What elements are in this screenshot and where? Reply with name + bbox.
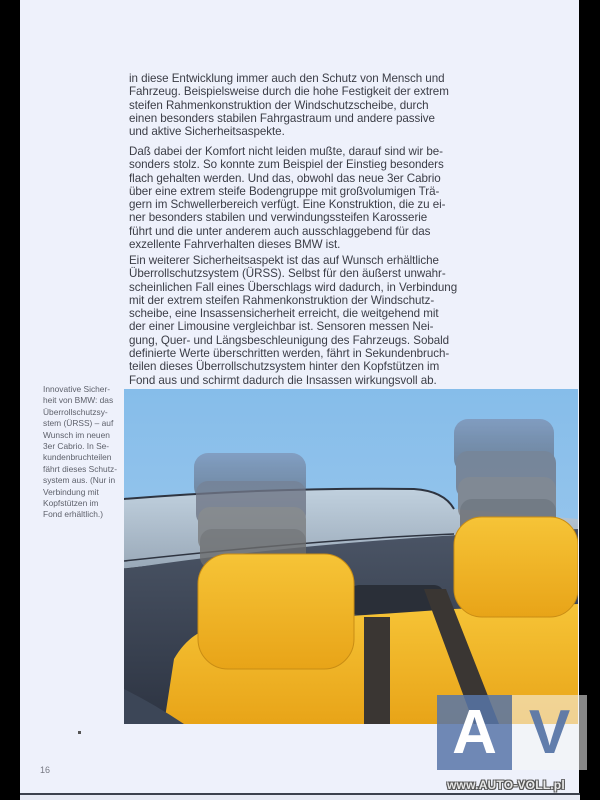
paragraph-comfort: [129, 145, 459, 251]
print-mark: [78, 731, 81, 734]
paragraph-text: Ein weiterer Sicherheitsaspekt ist das auf Wunsch erhältliche Überrollschutzsystem (ÜRSS). Selbst für den äußerst unwahr- scheinlichen Fall eines Überschlags wird dadurch, in Verbindung mit der extrem steifen Rahmenkonstruktion der Windschutz- scheibe, eine Insassensicherheit erreicht, die weitgehend mit der einer Limousine vergleichbar ist. Sensoren messen Nei- gung, Quer- und Längsbeschleunigung des Fahrzeugs. Sobald definierte Werte überschritten werden, fährt in Sekundenbruch- teilen dieses Überrollschutzsystem hinter den Kopfstützen im Fond aus und schirmt dadurch die Insassen wirkungsvoll ab.: [129, 254, 458, 387]
page-number: 16: [40, 765, 51, 775]
photo-illustration: [124, 389, 578, 724]
next-page-strip: [20, 795, 580, 800]
paragraph-rollover-system: [129, 254, 459, 387]
watermark-logo: [437, 695, 587, 770]
photo-caption: Innovative Sicher- heit von BMW: das Überrollschutzsy- stem (ÜRSS) – auf Wunsch im neuen 3er Cabrio. In Se- kundenbruchteilen fährt dieses Schutz- system aus. (Nur in Verbindung mit Kopfstützen im Fond erhältlich.): [43, 384, 118, 520]
paragraph-text: Daß dabei der Komfort nicht leiden mußte, darauf sind wir be- sonders stolz. So konnte zum Beispiel der Einstieg besonders flach gehalten werden. Und das, obwohl das neue 3er Cabrio über eine extrem steife Bodengruppe mit großvolumigen Trä- gern im Schwellerbereich verfügt. Eine Konstruktion, die zu ei- ner besonders stabilen und verwindungssteifen Karosserie führt und die unter anderem auch ausschlaggebend für das exzellente Fahrverhalten dieses BMW ist.: [129, 145, 446, 252]
right-headrest: [454, 517, 578, 617]
paragraph-text: in diese Entwicklung immer auch den Schutz von Mensch und Fahrzeug. Beispielsweise durch die hohe Festigkeit der extrem steifen Rahmenkonstruktion der Windschutzscheibe, durch einen besonders stabilen Fahrgastraum und andere passive und aktive Sicherheitsaspekte.: [129, 72, 449, 139]
center-seatbelt: [364, 617, 390, 724]
watermark-url: www.AUTO-VOLL.pl: [447, 778, 565, 792]
watermark-letter-a: A: [437, 695, 512, 770]
watermark-letter-v: V: [512, 695, 587, 770]
paragraph-intro: [129, 72, 459, 138]
left-rollover-bar: [194, 453, 306, 569]
cabrio-rear-seats-photo: [124, 389, 578, 724]
left-headrest: [198, 554, 354, 669]
